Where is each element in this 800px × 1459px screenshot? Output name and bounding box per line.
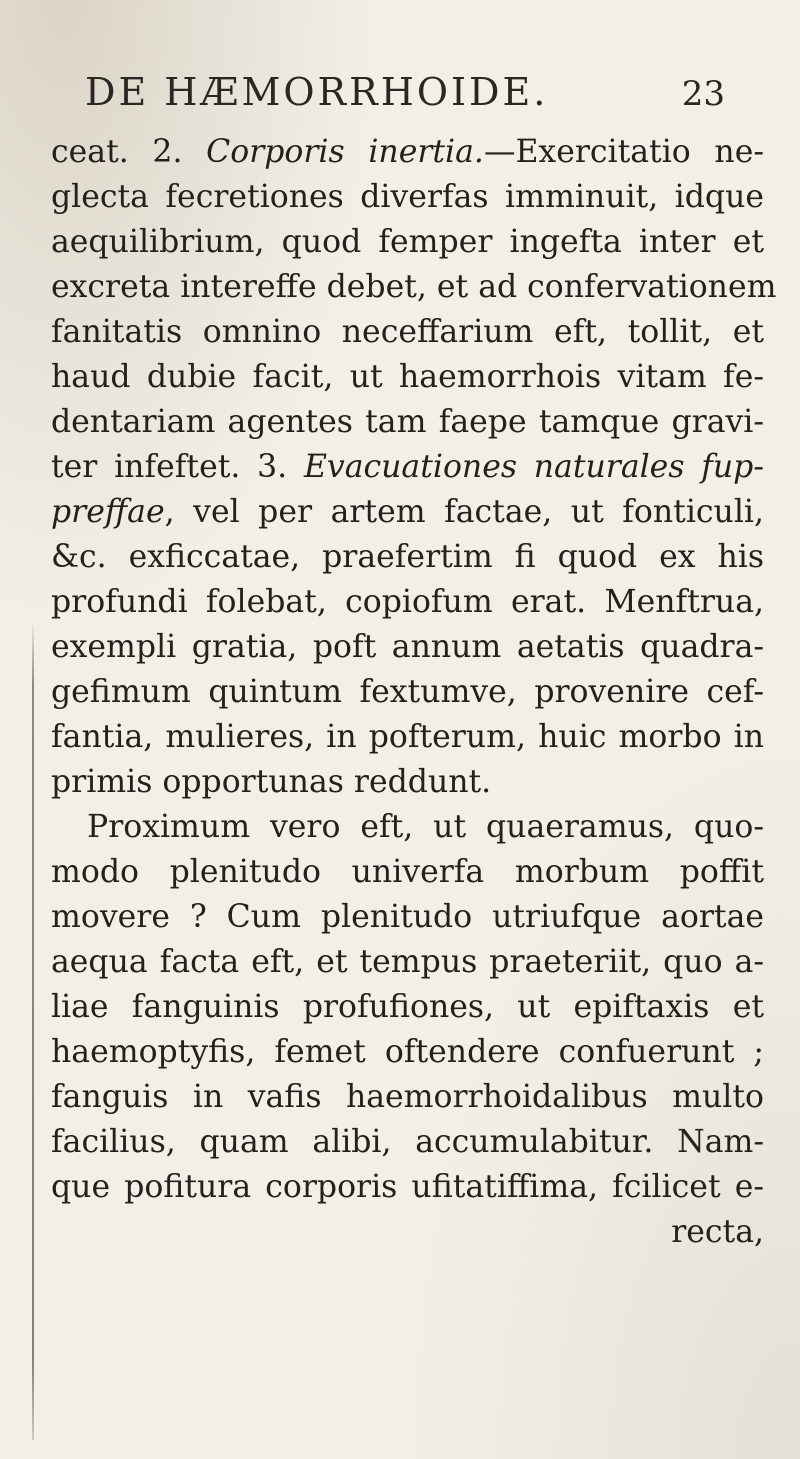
text-line [51,400,764,445]
text-segment: movere ? Cum plenitudo utriufque aortae [51,899,764,935]
text-segment: que pofitura corporis ufitatiffima, fcilicet e- [51,1169,764,1205]
text-line [51,940,764,985]
text-line [51,175,764,220]
text-line [51,850,764,895]
text-segment: , vel per artem factae, ut fonticuli, [164,494,764,530]
italic-text-segment: Corporis inertia. [206,134,484,170]
text-segment: excreta intereffe debet, et ad confervationem [51,269,777,305]
text-segment: haud dubie facit, ut haemorrhois vitam fe- [51,359,764,395]
text-line [51,220,764,265]
text-segment: aequa facta eft, et tempus praeteriit, quo a- [51,944,764,980]
text-segment: primis opportunas reddunt. [51,764,492,800]
text-segment: ceat. 2. [51,134,207,170]
text-line [51,310,764,355]
text-line [51,670,764,715]
text-line [51,265,777,310]
text-segment: fanguis in vafis haemorrhoidalibus multo [51,1079,764,1115]
text-line [51,355,764,400]
running-title: DE HÆMORRHOIDE. [85,70,549,114]
text-segment: exempli gratia, poft annum aetatis quadra- [51,629,764,665]
italic-text-segment: Evacuationes naturales fup- [303,449,764,485]
text-line [51,1030,764,1075]
text-line [51,1075,764,1120]
text-segment: glecta fecretiones diverfas imminuit, idque [51,179,764,215]
body-text [51,130,777,1255]
text-line [51,760,764,805]
text-line [51,490,764,535]
text-segment: gefimum quintum fextumve, provenire cef- [51,674,764,710]
italic-text-segment: preffae [51,494,165,530]
text-line [51,625,764,670]
page-number: 23 [681,74,725,114]
text-segment: fanitatis omnino neceffarium eft, tollit, et [51,314,764,350]
text-segment: haemoptyfis, femet oftendere confuerunt ; [51,1034,764,1070]
text-line [51,985,764,1030]
text-line [51,805,764,850]
text-segment: &c. exficcatae, praefertim fi quod ex his [51,539,764,575]
text-line [51,895,764,940]
text-line [51,580,764,625]
text-segment: ter infeftet. 3. [51,449,304,485]
text-line [51,130,764,175]
text-segment: facilius, quam alibi, accumulabitur. Nam- [51,1124,764,1160]
text-segment: modo plenitudo univerfa morbum poffit [51,854,764,890]
text-segment: dentariam agentes tam faepe tamque gravi- [51,404,764,440]
catchword-text: recta, [671,1214,764,1250]
binding-gutter-shadow [32,620,34,1440]
text-line [51,535,764,580]
catchword [51,1210,764,1255]
text-segment: —Exercitatio ne- [483,134,764,170]
text-line [51,445,764,490]
running-head [85,70,725,120]
text-segment: profundi folebat, copiofum erat. Menftrua, [51,584,764,620]
text-segment: Proximum vero eft, ut quaeramus, quo- [87,809,764,845]
text-line [51,715,764,760]
text-segment: aequilibrium, quod femper ingefta inter et [51,224,764,260]
text-segment: liae fanguinis profufiones, ut epiftaxis et [51,989,764,1025]
text-line [51,1165,764,1210]
text-line [51,1120,764,1165]
text-segment: fantia, mulieres, in pofterum, huic morbo in [51,719,764,755]
